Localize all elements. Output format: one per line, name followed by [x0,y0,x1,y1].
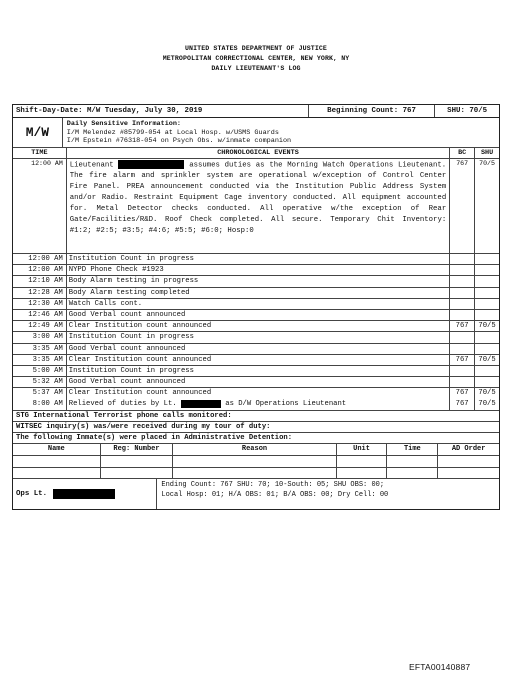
ending-count-line: Ending Count: 767 SHU: 70; 10-South: 05; SHU OBS: 00; [161,481,385,490]
det-cell [387,456,438,467]
det-col-unit: Unit [337,444,388,455]
event-shu [475,344,499,354]
event-text: NYPD Phone Check #1923 [67,265,450,275]
event-row [13,332,499,343]
header-facility: METROPOLITAN CORRECTIONAL CENTER, NEW YORK, NY [162,55,350,62]
event-bc [450,377,475,387]
event-time: 3:35 AM [13,355,67,365]
detention-row [13,456,499,468]
redaction-box [181,400,221,408]
header-log-title: DAILY LIEUTENANT'S LOG [211,65,301,72]
event-text: Watch Calls cont. [67,299,450,309]
event-text: Clear Institution count announced [67,388,450,399]
event-text: Institution Count in progress [67,254,450,264]
event-shu [475,377,499,387]
shift-day-date: Shift-Day-Date: M/W Tuesday, July 30, 2019 [13,105,309,117]
det-cell [101,456,174,467]
event-bc: 767 [450,355,475,365]
event-time: 12:10 AM [13,276,67,286]
event-bc: 767 [450,388,475,399]
det-cell [438,456,499,467]
det-cell [13,456,101,467]
event-shu [475,299,499,309]
stg-note: STG International Terrorist phone calls monitored: [13,411,499,422]
ending-count-line: Local Hosp: 01; H/A OBS: 01; B/A OBS: 00; Dry Cell: 00 [161,491,389,500]
det-cell [101,468,174,479]
sensitive-info [63,118,499,147]
ops-lt-label: Ops Lt. [16,490,48,499]
event-row-last [13,399,499,410]
det-col-name: Name [13,444,101,455]
event-bc [450,366,475,376]
event-shu [475,310,499,320]
det-col-reg: Reg: Number [101,444,174,455]
event-bc: 767 [450,159,475,253]
event-shu [475,276,499,286]
event-time: 12:00 AM [13,265,67,275]
event-text: Body Alarm testing in progress [67,276,450,286]
ending-counts [157,479,499,509]
event-time: 12:28 AM [13,288,67,298]
shu-count: SHU: 70/5 [447,107,488,115]
det-cell [173,468,336,479]
event-row [13,299,499,310]
header-agency: UNITED STATES DEPARTMENT OF JUSTICE [185,45,327,52]
event-time: 8:00 AM [13,399,67,409]
col-shu: SHU [480,149,494,157]
event-bc [450,265,475,275]
footer-row [13,479,499,509]
event-text-after: as D/W Operations Lieutenant [225,400,347,409]
event-text: Institution Count in progress [67,332,450,342]
col-bc: BC [450,148,475,158]
event-time: 12:30 AM [13,299,67,309]
ops-lt [13,479,157,509]
event-row [13,310,499,321]
detention-note: The following Inmate(s) were placed in Administrative Detention: [13,433,499,444]
event-row-first [13,159,499,254]
sensitive-info-row [13,118,499,148]
event-shu: 70/5 [478,355,496,364]
event-text: Good Verbal count announced [67,310,450,320]
beginning-count: Beginning Count: 767 [309,105,435,117]
detention-column-headers [13,444,499,456]
witsec-note: WITSEC inquiry(s) was/were received during my tour of duty: [13,422,499,433]
redaction-box [53,489,115,499]
event-bc [450,288,475,298]
event-row [13,321,499,332]
event-bc [450,332,475,342]
event-bc: 767 [450,321,475,331]
event-row [13,388,499,399]
detention-row [13,468,499,480]
event-shu: 70/5 [478,389,496,398]
event-text-after: assumes duties as the Morning Watch Operations Lieutenant. The fire alarm and sprinkler system are operational w/exception of Control Center Fire Panel. PREA announcement conducted via the Institution Public Address System and/or Radio. Restraint Equipment Cage inventory conducted. All equipment accounted for. Metal Detector checks conducted. All operative w/the exception of Rear Gate/Facilities/R&D. Roof Check completed. All secure. Temporary Chit Inventory: #1:2; #2:5; #3:5; #4:6; #5:5; #6:0; Hosp:0 [69,161,447,235]
redaction-box [118,160,184,169]
event-bc [450,254,475,264]
det-cell [387,468,438,479]
event-shu: 70/5 [478,322,496,331]
event-shu [475,265,499,275]
event-time: 12:00 AM [13,159,67,253]
event-text: Institution Count in progress [67,366,450,376]
det-col-reason: Reason [173,444,336,455]
event-time: 12:00 AM [13,254,67,264]
event-bc: 767 [450,399,475,409]
det-col-ad-order: AD Order [451,445,486,454]
event-text [67,399,450,409]
col-time: TIME [13,148,67,158]
event-time: 5:32 AM [13,377,67,387]
det-cell [438,468,499,479]
event-shu [475,254,499,264]
event-row [13,366,499,377]
sensitive-info-line: I/M Melendez #85799-054 at Local Hosp. w/USMS Guards [66,128,279,137]
document-id: EFTA00140887 [409,662,471,672]
event-bc [450,299,475,309]
event-time: 5:37 AM [13,388,67,399]
event-rows [13,254,499,399]
det-col-time: Time [387,444,438,455]
event-row [13,276,499,287]
event-shu [475,366,499,376]
event-time: 12:46 AM [13,310,67,320]
event-bc [450,310,475,320]
event-text [67,159,450,253]
sensitive-info-title: Daily Sensitive Information: [66,120,182,128]
event-time: 3:35 AM [13,344,67,354]
event-row [13,344,499,355]
event-text: Good Verbal count announced [67,344,450,354]
event-time: 3:00 AM [13,332,67,342]
daily-log-form [12,104,500,510]
det-cell [337,468,388,479]
event-text: Clear Institution count announced [67,355,450,365]
event-row [13,288,499,299]
event-time: 5:00 AM [13,366,67,376]
det-cell [13,468,101,479]
event-row [13,377,499,388]
event-text: Body Alarm testing completed [67,288,450,298]
event-text-before: Relieved of duties by Lt. [68,400,177,409]
det-cell [173,456,336,467]
event-row [13,355,499,366]
event-shu [475,288,499,298]
event-text: Clear Institution count announced [67,321,450,331]
col-events: CHRONOLOGICAL EVENTS [67,148,450,158]
event-bc [450,276,475,286]
event-row [13,265,499,276]
event-shu: 70/5 [478,400,496,409]
sensitive-info-line: I/M Epstein #76318-054 on Psych Obs. w/inmate companion [66,137,292,145]
event-text: Good Verbal count announced [67,377,450,387]
event-shu [475,332,499,342]
event-shu: 70/5 [479,160,495,167]
watch-code: M/W [13,118,63,147]
shift-row [13,105,499,118]
det-cell [337,456,388,467]
event-row [13,254,499,265]
events-column-headers [13,148,499,159]
event-time: 12:49 AM [13,321,67,331]
event-text-before: Lieutenant [69,161,114,170]
event-bc [450,344,475,354]
